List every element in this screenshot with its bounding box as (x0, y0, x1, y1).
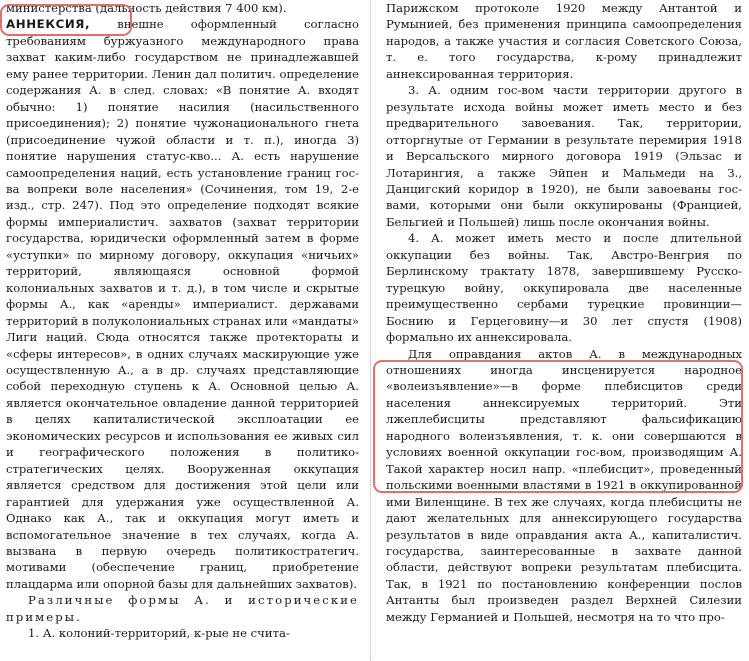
plebiscite-highlight (373, 360, 743, 493)
headword-highlight (0, 4, 132, 36)
definition-text: внешне оформленный согласно требованиям буржуазного международного права захват каким-либо государством не принадлежавшей ему ранее территории. Ленин дал политич. определение содержания А. в след. словах: «В понятие А. входят обычно: 1) понятие насилия (насильственного присоединения); 2) понятие чужонационального гнета (присоединение чужой области и т. п.), иногда 3) понятие нарушения статус-кво... А. есть нарушение самоопределения наций, есть установление границ гос-ва вопреки воле населения» (Сочинения, том 19, 2-е изд., стр. 247). Под это определение подходят всякие формы империалистич. захватов (захват территории государства, юридически оформленный затем в форме «уступки» по мирному договору, оккупация «ничьих» территорий, являющаяся основной формой колониальных захватов и т. д.), в том числе и скрытые формы А., как «аренды» империалист. державами территорий в полуколониальных странах или «мандаты» Лиги наций. Сюда относятся также протектораты и «сферы интересов», в одних случаях маскирующие уже осуществленную А., а в др. случаях представляющие собой переходную ступень к А. Основной целью А. является окончательное овладение данной территорией в целях капиталистической эксплоатации ее экономических ресурсов и использования ее живых сил и географического положения в политико-стратегических целях. Вооруженная оккупация является средством для достижения этой цели или гарантией для удержания уже осуществленной А. Однако как А., так и оккупация могут иметь и вспомогательное значение в тех случаях, когда А. вызвана в первую очередь политикостратегич. мотивами (обеспечение границ, приобретение плацдарма или опорной базы для дальнейших захватов). (6, 17, 359, 591)
continuation-paragraph: Парижском протоколе 1920 между Антантой и Румынией, без применения принципа самоопределения народов, а также участия и согласия Советского Союза, т. е. того государства, к-рому принадлежит аннексированная территория. (386, 1, 742, 81)
headword: АННЕКСИЯ, (6, 17, 91, 32)
item-3-paragraph: 3. А. одним гос-вом части территории другого в результате исхода войны может иметь место и без предварительного завоевания. Так, территории, отторгнутые от Германии в результате перемирия 1918 и Версальского мирного договора 1919 (Эльзас и Лотарингия, а также Эйпен и Мальмеди на З., Данцигский коридор в 1920), не были завоеваны гос-вами, которыми они были оккупированы (Францией, Бельгией и Польшей) лишь после окончания войны. (386, 83, 742, 229)
column-divider (370, 0, 371, 661)
left-column (6, 0, 359, 642)
forms-heading: Различные формы А. и исторические примеры. (6, 593, 359, 624)
forms-item-1: 1. А. колоний-территорий, к-рые не счита- (28, 626, 290, 641)
top-line: министерства (дальность действия 7 400 км). (6, 1, 287, 15)
plebiscite-paragraph: Для оправдания актов А. в международных отношениях иногда инсценируется народное «волеизъявление»—в форме плебисцитов среди населения аннексируемых территорий. Эти лжеплебисциты представляют фальсификацию народного волеизъявления, т. к. они совершаются в условиях военной оккупации гос-вом, производящим А. Такой характер носил напр. «плебисцит», проведенный польскими военными властями в 1921 в оккупированной ими Виленщине. В тех же случаях, когда плебисциты не дают желательных для аннексирующего государства результатов в виде оправдания акта А., капиталистич. государства, заинтересованные в захвате данной области, действуют вопреки результатам плебисцита. Так, в 1921 по постановлению конференции послов Антанты был произведен раздел Верхней Силезии между Германией и Польшей, несмотря на то что про- (386, 346, 742, 624)
item-4-paragraph: 4. А. может иметь место и после длительной оккупации без войны. Так, Австро-Венгрия по Берлинскому трактату 1878, завершившему Русско-турецкую войну, оккупировала две населенные преимущественно сербами турецкие провинции—Боснию и Герцеговину—и 30 лет спустя (1908) формально их аннексировала. (386, 231, 742, 345)
annexation-article (6, 16, 359, 592)
right-column (386, 0, 742, 625)
